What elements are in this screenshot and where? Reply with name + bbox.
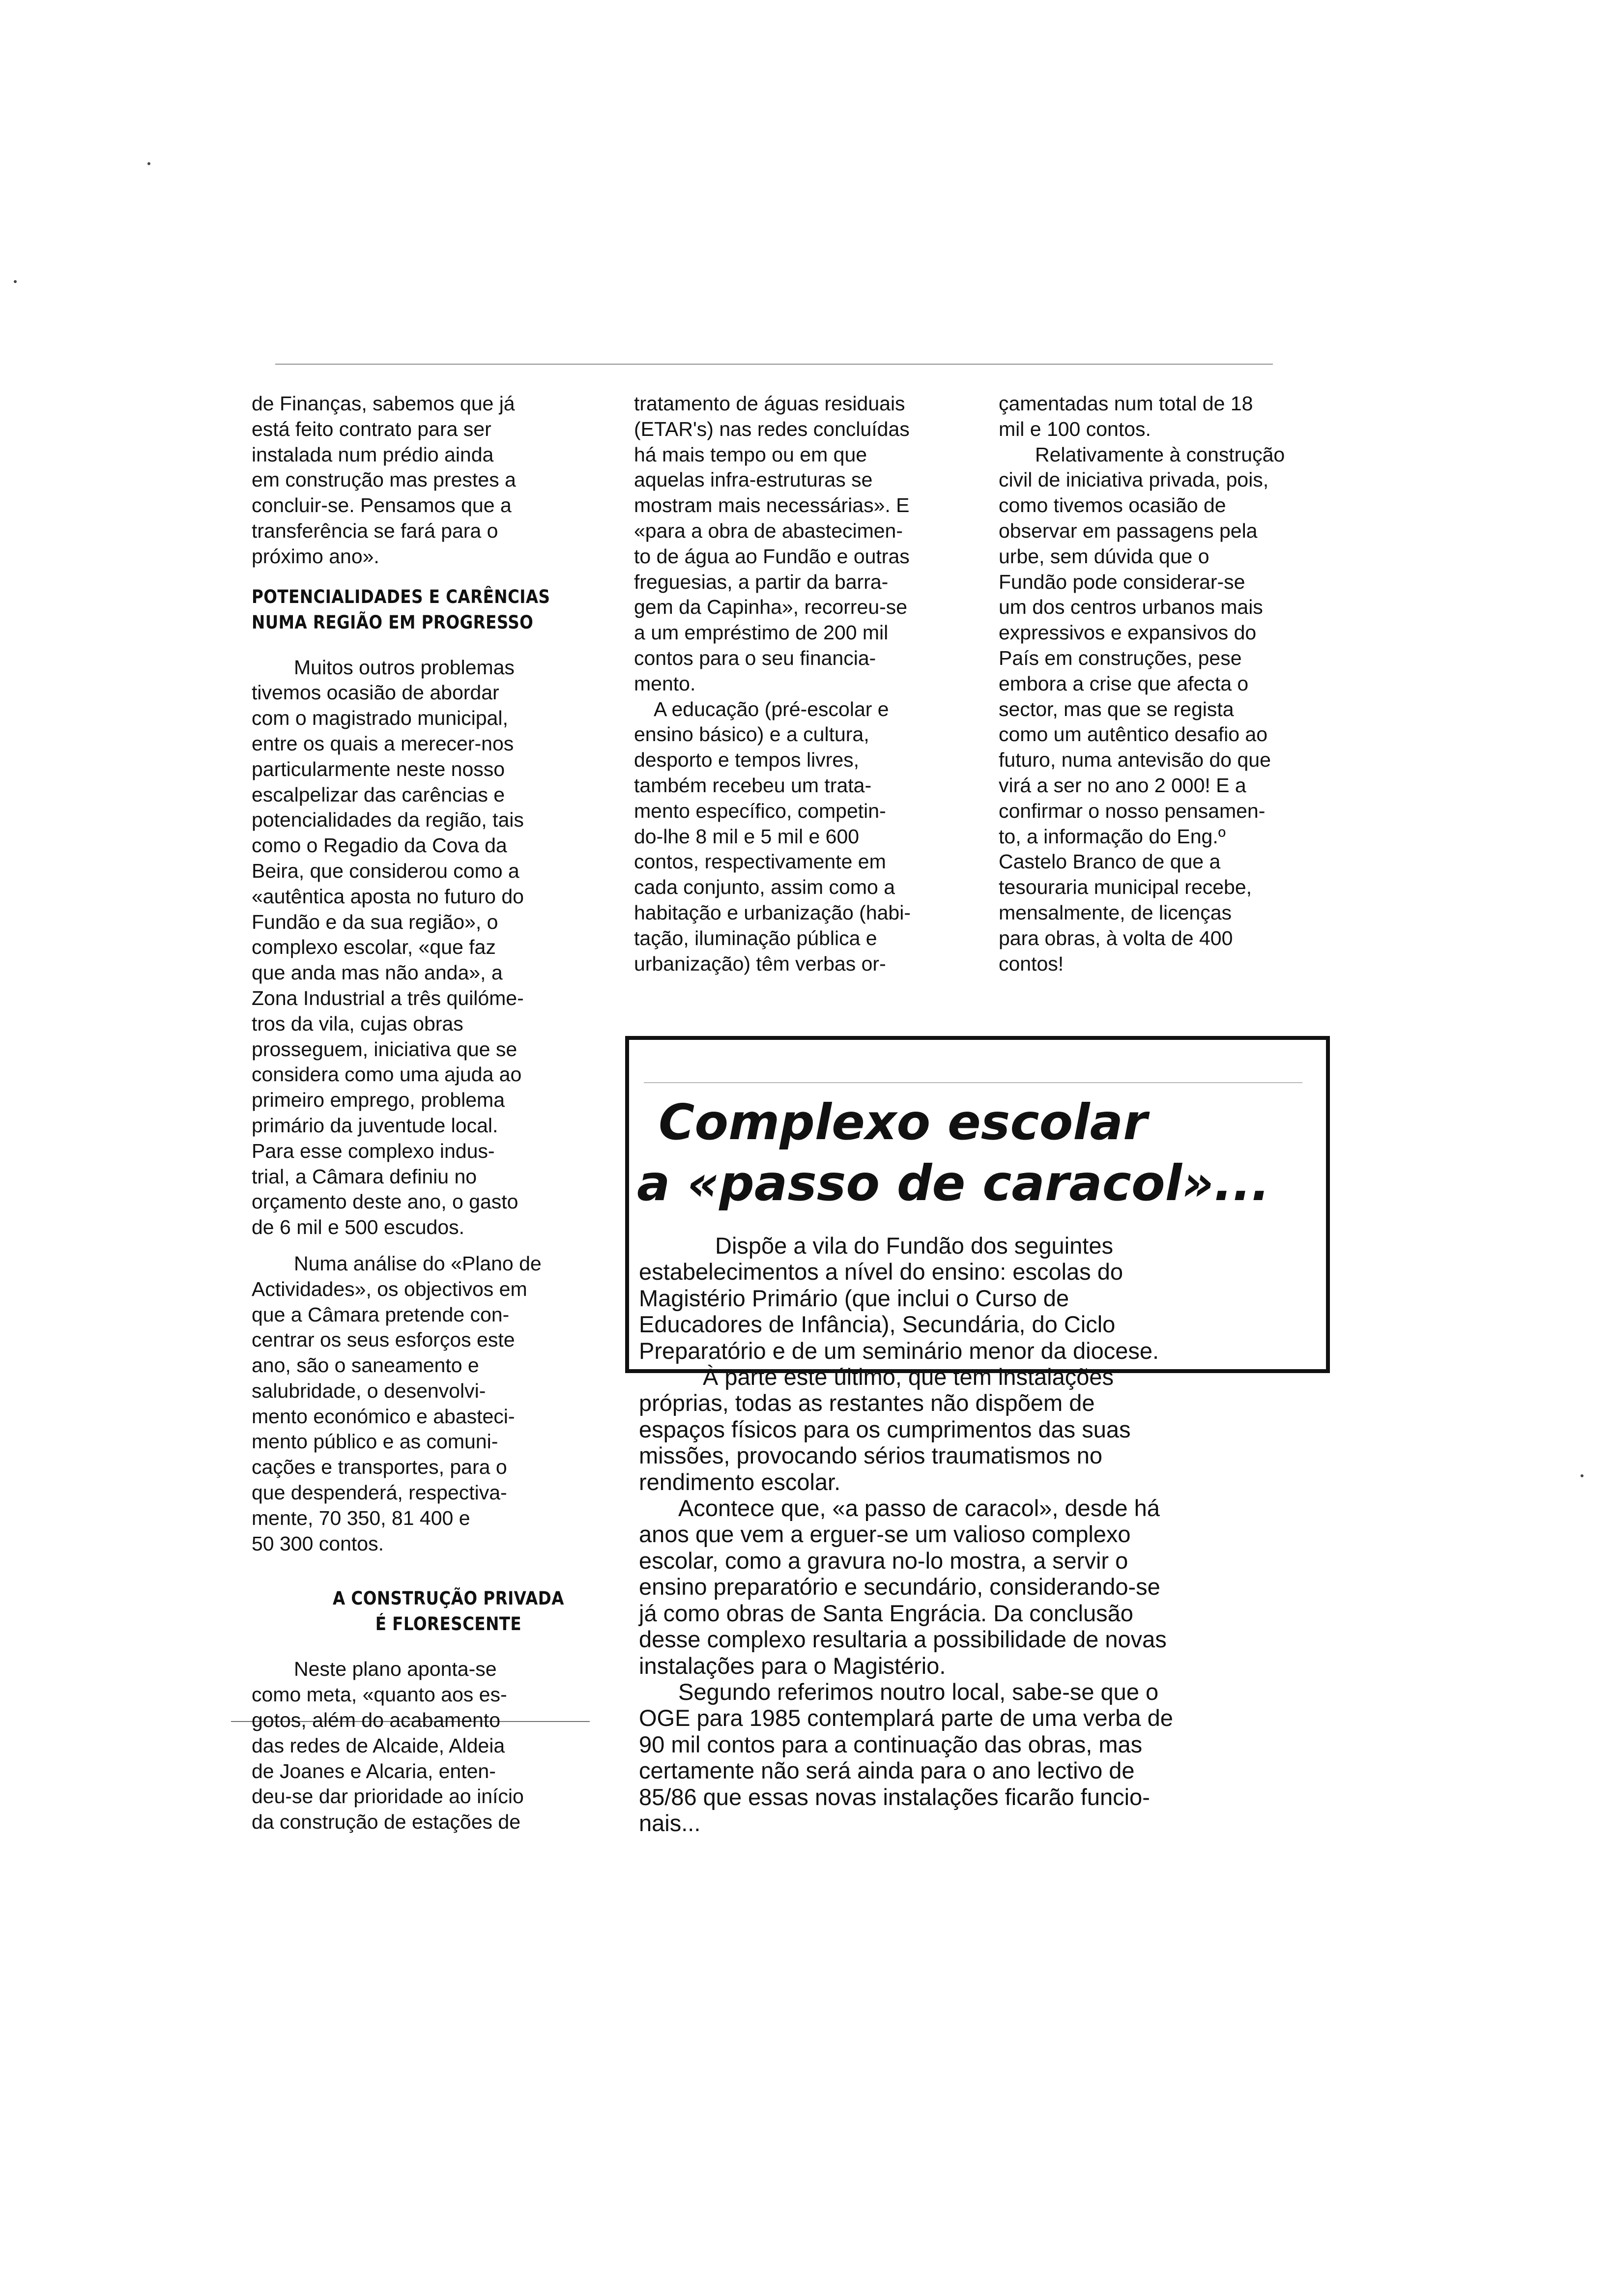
col1-paragraph: Neste plano aponta-se como meta, «quanto aos es- gotos, além do acabamento das redes de Alcaide, Aldeia de Joanes e Alcaria, enten- deu-se dar prioridade ao início da construção de estações de bbox=[252, 1658, 524, 1834]
scan-speck bbox=[14, 280, 17, 283]
col1-paragraph: Numa análise do «Plano de Actividades», os objectivos em que a Câmara pretende con- centrar os seus esforços este ano, são o saneamento e salubridade, o desenvolvi- mento económico e abasteci- mento público e as comuni- cações e transportes, para o que despenderá, respectiva- mente, 70 350, 81 400 e 50 300 contos. bbox=[252, 1252, 542, 1555]
col2-paragraph: tratamento de águas residuais (ETAR's) nas redes concluídas há mais tempo ou em que aquelas infra-estruturas se mostram mais necessárias». E «para a obra de abastecimen- to de água ao Fundão e outras freguesias, a partir da barra- gem da Capinha», recorreu-se a um empréstimo de 200 mil contos para o seu financia- mento. bbox=[634, 392, 910, 695]
box-paragraph: Dispõe a vila do Fundão dos seguintes estabelecimentos a nível do ensino: escolas do Magistério Primário (que inclui o Curso de Educadores de Infância), Secundária, do Ciclo Preparatório e de um seminário menor da diocese. bbox=[639, 1233, 1159, 1364]
section-heading: POTENCIALIDADES E CARÊNCIAS NUMA REGIÃO EM PROGRESSO bbox=[252, 586, 550, 633]
box-paragraph: Segundo referimos noutro local, sabe-se que o OGE para 1985 contemplará parte de uma verba de 90 mil contos para a continuação das obras, mas certamente não será ainda para o ano lectivo de 85/86 que essas novas instalações ficarão funcio- nais... bbox=[639, 1678, 1173, 1836]
article-column-3 bbox=[999, 391, 1327, 976]
box-paragraph: À parte este último, que tem instalações próprias, todas as restantes não dispõem de espaços físicos para os cumprimentos das suas missões, provocando sérios traumatismos no rendimento escolar. bbox=[639, 1364, 1131, 1495]
box-top-rule bbox=[644, 1082, 1302, 1083]
col3-paragraph: Relativamente à construção civil de iniciativa privada, pois, como tivemos ocasião de observar em passagens pela urbe, sem dúvida que o Fundão pode considerar-se um dos centros urbanos mais expressivos e expansivos do País em construções, pese embora a crise que afecta o sector, mas que se regista como um autêntico desafio ao futuro, numa antevisão do que virá a ser no ano 2 000! E a confirmar o nosso pensamen- to, a informação do Eng.º Castelo Branco de que a tesouraria municipal recebe, mensalmente, de licenças para obras, à volta de 400 contos! bbox=[999, 443, 1285, 975]
article-column-2 bbox=[634, 391, 962, 976]
box-paragraph: Acontece que, «a passo de caracol», desde há anos que vem a erguer-se um valioso complexo escolar, como a gravura no-lo mostra, a servir o ensino preparatório e secundário, considerando-se já como obras de Santa Engrácia. Da conclusão desse complexo resultaria a possibilidade de novas instalações para o Magistério. bbox=[639, 1495, 1167, 1679]
boxed-article-title: Complexo escolar bbox=[659, 1093, 1148, 1151]
top-rule bbox=[275, 364, 1273, 365]
col1-paragraph: de Finanças, sabemos que já está feito contrato para ser instalada num prédio ainda em construção mas prestes a concluir-se. Pensamos que a transferência se fará para o próximo ano». bbox=[252, 392, 516, 568]
scan-speck bbox=[1581, 1474, 1583, 1477]
col1-paragraph: Muitos outros problemas tivemos ocasião de abordar com o magistrado municipal, entre os quais a merecer-nos particularmente neste nosso escalpelizar das carências e potencialidades da região, tais como o Regadio da Cova da Beira, que considerou como a «autêntica aposta no futuro do Fundão e da sua região», o complexo escolar, «que faz que anda mas não anda», a Zona Industrial a três quilóme- tros da vila, cujas obras prosseguem, iniciativa que se considera como uma ajuda ao primeiro emprego, problema primário da juventude local. Para esse complexo indus- trial, a Câmara definiu no orçamento deste ano, o gasto de 6 mil e 500 escudos. bbox=[252, 656, 524, 1239]
boxed-article-title: a «passo de caracol»... bbox=[637, 1154, 1270, 1212]
col3-paragraph: çamentadas num total de 18 mil e 100 contos. bbox=[999, 392, 1253, 440]
scan-speck bbox=[147, 162, 150, 165]
boxed-article-body bbox=[639, 1233, 1293, 1836]
col2-paragraph: A educação (pré-escolar e ensino básico) e a cultura, desporto e tempos livres, também recebeu um trata- mento específico, competin- do-lhe 8 mil e 5 mil e 600 contos, respectivamente em cada conjunto, assim como a habitação e urbanização (habi- tação, iluminação pública e urbanização) têm verbas or- bbox=[634, 697, 911, 975]
section-heading: A CONSTRUÇÃO PRIVADA É FLORESCENTE bbox=[332, 1588, 564, 1635]
article-column-1 bbox=[252, 391, 596, 1835]
